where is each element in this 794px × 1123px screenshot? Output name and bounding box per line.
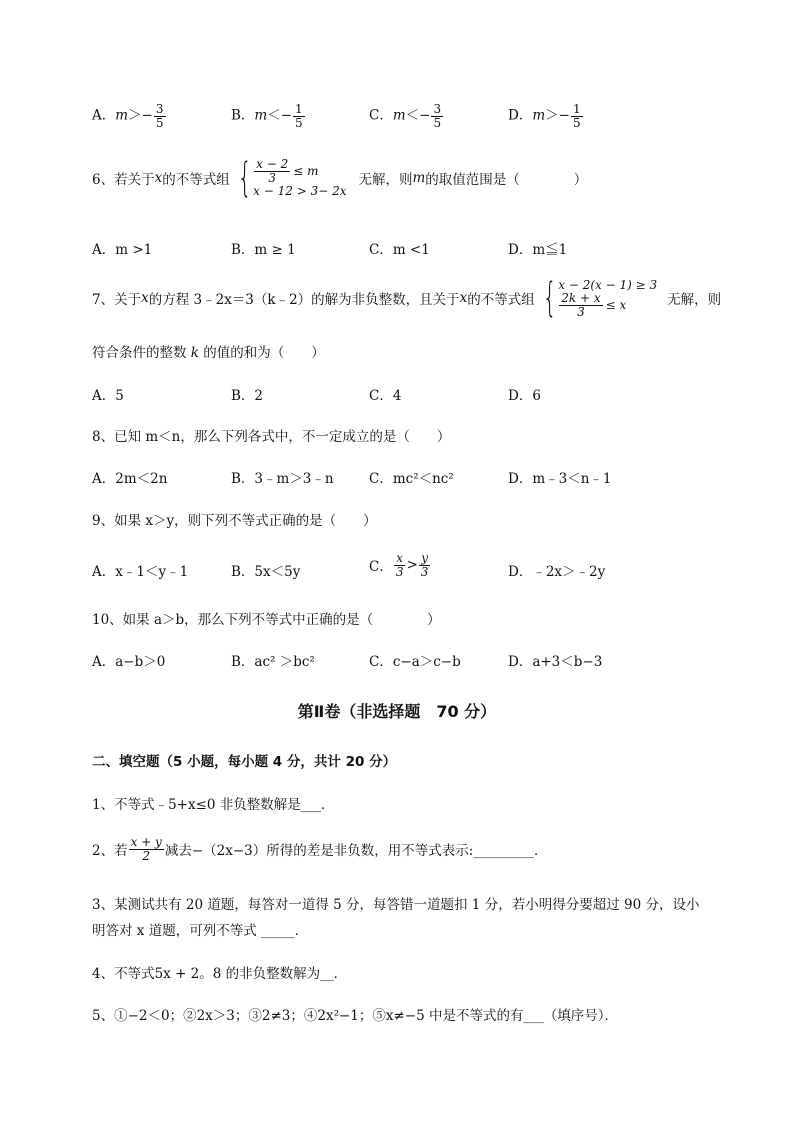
q5-option-d: D．m＞− $\frac{1}{5}$ <box>508 102 581 130</box>
part-2-title: 第Ⅱ卷（非选择题 70 分） <box>297 702 497 721</box>
q7-system: { x − 2(x − 1) ≥ 3 $\frac{2k + x}{3}$ ≤ x <box>542 275 658 322</box>
q6-option-c: C．m <1 <box>369 242 430 258</box>
q5-option-a: A．m＞− $\frac{3}{5}$ <box>92 102 164 130</box>
fill-question-1: 1、不等式﹣5+x≤0 非负整数解是___． <box>92 797 335 813</box>
question-9: 9、如果 x＞y，则下列不等式正确的是（ ） <box>92 513 377 529</box>
q7-option-a: A．5 <box>92 388 124 404</box>
q6-option-d: D．m≦1 <box>508 242 568 258</box>
q6-option-b: B．m ≥ 1 <box>231 242 296 258</box>
q8-option-d: D．m﹣3＜n﹣1 <box>508 471 612 487</box>
q10-option-c: C．c−a＞c−b <box>369 654 461 670</box>
fill-question-2: 2、若 $\frac{x + y}{2}$ 减去−（2x−3）所得的差是非负数，用不等式表示:_________． <box>92 835 548 863</box>
question-8: 8、已知 m＜n，那么下列各式中，不一定成立的是（ ） <box>92 429 451 445</box>
fill-question-4: 4、不等式5x + 2。8 的非负整数解为__． <box>92 966 348 982</box>
q9-option-c: C． $\frac{x}{3}$ > $\frac{y}{3}$ <box>369 551 429 579</box>
q6-option-a: A．m >1 <box>92 242 153 258</box>
section-2-heading: 二、填空题（5 小题，每小题 4 分，共计 20 分） <box>92 754 397 770</box>
q7-option-d: D．6 <box>508 388 541 404</box>
fill-question-3-line2: 明答对 x 道题，可列不等式 _____． <box>92 923 309 939</box>
fill-question-5: 5、①−2＜0；②2x＞3；③2≠3；④2x²−1；⑤x≠−5 中是不等式的有___（填序号）． <box>92 1008 618 1024</box>
q7-option-c: C．4 <box>369 388 402 404</box>
q7-option-b: B．2 <box>231 388 264 404</box>
q9-option-a: A．x﹣1＜y﹣1 <box>92 564 189 580</box>
q10-option-b: B．ac² ＞bc² <box>231 654 315 670</box>
fill-question-3-line1: 3、某测试共有 20 道题，每答对一道得 5 分，每答错一道题扣 1 分，若小明得分要超过 90 分，设小 <box>92 897 700 913</box>
q5-option-c: C．m＜− $\frac{3}{5}$ <box>369 102 442 130</box>
q10-option-a: A．a−b＞0 <box>92 654 166 670</box>
q10-option-d: D．a+3＜b−3 <box>508 654 603 670</box>
q8-option-b: B．3﹣m＞3﹣n <box>231 471 334 487</box>
q6-system: { $\frac{x - 2}{3}$ ≤ m x − 12 > 3− 2x <box>237 155 347 202</box>
q9-option-b: B．5x＜5y <box>231 564 301 580</box>
question-7-line2: 符合条件的整数 k 的值的和为（ ） <box>92 345 325 361</box>
question-10: 10、如果 a＞b，那么下列不等式中正确的是（ ） <box>92 612 441 628</box>
question-7: 7、关于 x 的方程 3﹣2x＝3（k﹣2）的解为非负整数，且关于 x 的不等式组 { x − 2(x − 1) ≥ 3 $\frac{2k + x}{3}$ ≤ x 无解，则 <box>92 275 722 322</box>
q5-option-b: B．m＜− $\frac{1}{5}$ <box>231 102 303 130</box>
q8-option-a: A．2m＜2n <box>92 471 168 487</box>
q9-option-d: D．﹣2x＞﹣2y <box>508 564 606 580</box>
q8-option-c: C．mc²＜nc² <box>369 471 454 487</box>
question-6: 6、若关于 x 的不等式组 { $\frac{x - 2}{3}$ ≤ m x − 12 > 3− 2x 无解，则 m 的取值范围是（ ） <box>92 155 588 202</box>
